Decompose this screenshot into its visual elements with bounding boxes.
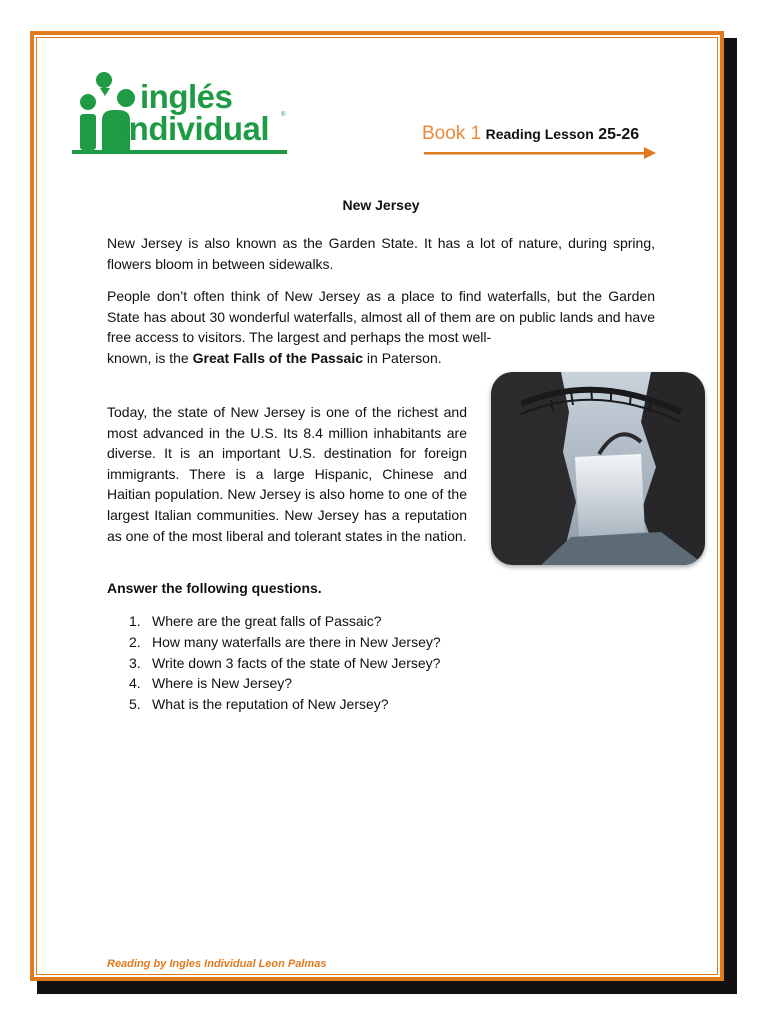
footer-credit: Reading by Ingles Individual Leon Palmas xyxy=(107,958,327,970)
paragraph-state-facts: Today, the state of New Jersey is one of the richest and most advanced in the U.S. Its 8.4 million inhabitants are diverse. It is an important U.S. destination for foreign immigrants. There is a large Hispanic, Chinese and Haitian population. New Jersey is also home to one of the largest Italian communities. New Jersey has a reputation as one of the most liberal and tolerant states in the nation. xyxy=(107,404,467,544)
logo-text-individual: individual xyxy=(120,110,270,147)
logo-underline xyxy=(72,150,287,154)
great-falls-photo xyxy=(491,372,705,565)
registered-mark: ® xyxy=(281,112,286,118)
list-item: 5. What is the reputation of New Jersey? xyxy=(129,696,389,713)
list-item: 1. Where are the great falls of Passaic? xyxy=(129,613,382,629)
lesson-heading xyxy=(422,123,639,145)
paragraph-waterfalls: People don’t often think of New Jersey as a place to find waterfalls, but the Garden State has about 30 wonderful waterfalls, almost all of them are on public lands and have free access to visitors. The largest and perhaps the most well- xyxy=(107,288,655,346)
reading-lesson-label: Reading Lesson xyxy=(485,126,594,142)
page-title: New Jersey xyxy=(342,197,420,213)
questions-list xyxy=(107,611,441,715)
logo-text-ingles: inglés xyxy=(140,78,233,115)
arrow-right-icon xyxy=(424,146,656,160)
paragraph-waterfalls-continued xyxy=(107,348,467,369)
list-item: 4. Where is New Jersey? xyxy=(129,675,293,692)
list-item: 3. Write down 3 facts of the state of New Jersey? xyxy=(129,654,441,671)
paragraph-garden-state: New Jersey is also known as the Garden State. It has a lot of nature, during spring, flowers bloom in between sidewalks. xyxy=(107,235,655,272)
lesson-number: 25-26 xyxy=(598,126,640,143)
great-falls-name: Great Falls of the Passaic xyxy=(192,350,364,366)
list-item: 2. How many waterfalls are there in New Jersey? xyxy=(129,633,441,650)
book-label: Book 1 xyxy=(422,123,482,144)
text-in-paterson: in Paterson. xyxy=(363,350,442,366)
text-known-is-the: known, is the xyxy=(107,350,193,366)
questions-heading: Answer the following questions. xyxy=(107,580,322,596)
